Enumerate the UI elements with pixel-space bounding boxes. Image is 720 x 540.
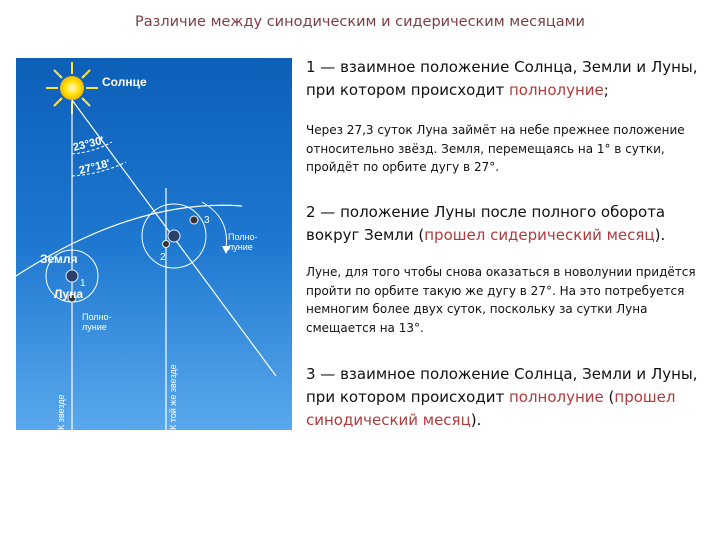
moon-label: Луна — [54, 287, 84, 301]
para-position-3: 3 — взаимное положение Солнца, Земли и Луны, при котором происходит полнолуние (прошел синодический месяц). — [306, 365, 698, 429]
star-direction-2: К той же звезде — [168, 364, 178, 430]
star-direction-1: К звезде — [56, 394, 66, 430]
position-label-2: 2 — [160, 252, 166, 263]
earth-icon-1 — [66, 270, 78, 282]
page-title: Различие между синодическим и сидерическим месяцами — [135, 14, 585, 30]
angle-label-1: 23°30' — [71, 134, 106, 154]
earth-label: Земля — [40, 252, 78, 266]
sun-label: Солнце — [102, 75, 147, 89]
para-synodic-explain: Луне, для того чтобы снова оказаться в новолунии придётся пройти по орбите такую же дугу в 27°. На это потребуется немногим более двух суток, поскольку за сутки Луна смещается на 13°. — [306, 265, 696, 335]
para-position-1: 1 — взаимное положение Солнца, Земли и Луны, при котором происходит полнолуние; — [306, 58, 698, 99]
para-sidereal-explain: Через 27,3 суток Луна займёт на небе прежнее положение относительно звёзд. Земля, перемещаясь на 1° в сутки, пройдёт по орбите дугу в 27°. — [306, 123, 685, 174]
position-label-1: 1 — [80, 278, 86, 289]
moon-month-diagram — [16, 58, 292, 430]
angle-label-2: 27°18' — [77, 157, 112, 177]
para-position-2: 2 — положение Луны после полного оборота вокруг Земли (прошел сидерический месяц). — [306, 203, 666, 244]
moon-icon-3 — [190, 216, 198, 224]
full-moon-label-1a: Полно- — [82, 312, 112, 322]
moon-icon-2 — [163, 241, 170, 248]
earth-icon-2 — [168, 230, 180, 242]
full-moon-label-2b: луние — [228, 242, 253, 252]
position-label-3: 3 — [204, 215, 210, 226]
full-moon-label-1b: луние — [82, 322, 107, 332]
full-moon-label-2a: Полно- — [228, 232, 258, 242]
sun-icon — [60, 76, 84, 100]
